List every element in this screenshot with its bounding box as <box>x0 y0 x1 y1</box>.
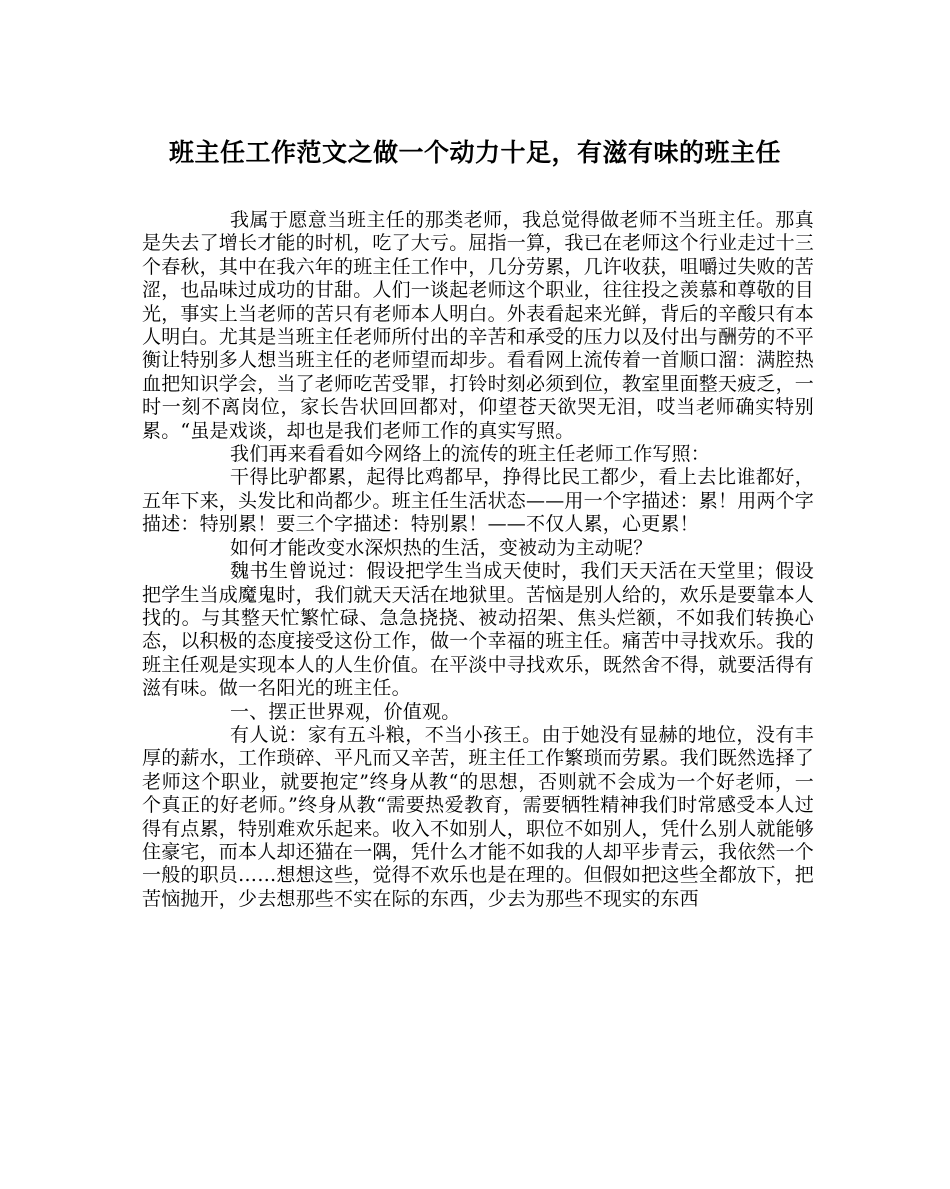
section-heading-worldview: 一、摆正世界观，价值观。 <box>230 700 461 723</box>
paragraph-wei-shusheng: 魏书生曾说过：假设把学生当成天使时，我们天天活在天堂里；假设把学生当成魔鬼时，我们就天天活在地狱里。苦恼是别人给的，欢乐是要靠本人找的。与其整天忙繁忙碌、急急挠挠、被动招架、焦头烂额，不如我们转换心态，以积极的态度接受这份工作，做一个幸福的班主任。痛苦中寻找欢乐。我的班主任观是实现本人的人生价值。在平淡中寻找欢乐，既然舍不得，就要活得有滋有味。做一名阳光的班主任。 <box>142 560 815 700</box>
document-title: 班主任工作范文之做一个动力十足，有滋有味的班主任 <box>168 138 781 167</box>
paragraph-rhyme: 干得比驴都累，起得比鸡都早，挣得比民工都少，看上去比谁都好，五年下来，头发比和尚都少。班主任生活状态——用一个字描述：累！用两个字描述：特别累！要三个字描述：特别累！——不仅人累，心更累！ <box>142 466 815 536</box>
paragraph-career-choice: 有人说：家有五斗粮，不当小孩王。由于她没有显赫的地位，没有丰厚的薪水，工作琐碎、平凡而又辛苦，班主任工作繁琐而劳累。我们既然选择了老师这个职业，就要抱定”终身从教“的思想，否则就不会成为一个好老师，一个真正的好老师。”终身从教“需要热爱教育，需要牺牲精神我们时常感受本人过得有点累，特别难欢乐起来。收入不如别人，职位不如别人，凭什么别人就能够住豪宅，而本人却还猫在一隅，凭什么才能不如我的人却平步青云，我依然一个一般的职员……想想这些，觉得不欢乐也是在理的。但假如把这些全都放下，把苦恼抛开，少去想那些不实在际的东西，少去为那些不现实的东西 <box>142 723 815 910</box>
paragraph-network-portrait: 我们再来看看如今网络上的流传的班主任老师工作写照： <box>230 443 711 466</box>
paragraph-intro: 我属于愿意当班主任的那类老师，我总觉得做老师不当班主任。那真是失去了增长才能的时机，吃了大亏。屈指一算，我已在老师这个行业走过十三个春秋，其中在我六年的班主任工作中，几分劳累，几许收获，咀嚼过失败的苦涩，也品味过成功的甘甜。人们一谈起老师这个职业，往往投之羡慕和尊敬的目光，事实上当老师的苦只有老师本人明白。外表看起来光鲜，背后的辛酸只有本人明白。尤其是当班主任老师所付出的辛苦和承受的压力以及付出与酬劳的不平衡让特别多人想当班主任的老师望而却步。看看网上流传着一首顺口溜：满腔热血把知识学会，当了老师吃苦受罪，打铃时刻必须到位，教室里面整天疲乏，一时一刻不离岗位，家长告状回回都对，仰望苍天欲哭无泪，哎当老师确实特别累。“虽是戏谈，却也是我们老师工作的真实写照。 <box>142 209 815 442</box>
document-body <box>142 209 814 911</box>
paragraph-question: 如何才能改变水深炽热的生活，变被动为主动呢？ <box>230 536 653 559</box>
